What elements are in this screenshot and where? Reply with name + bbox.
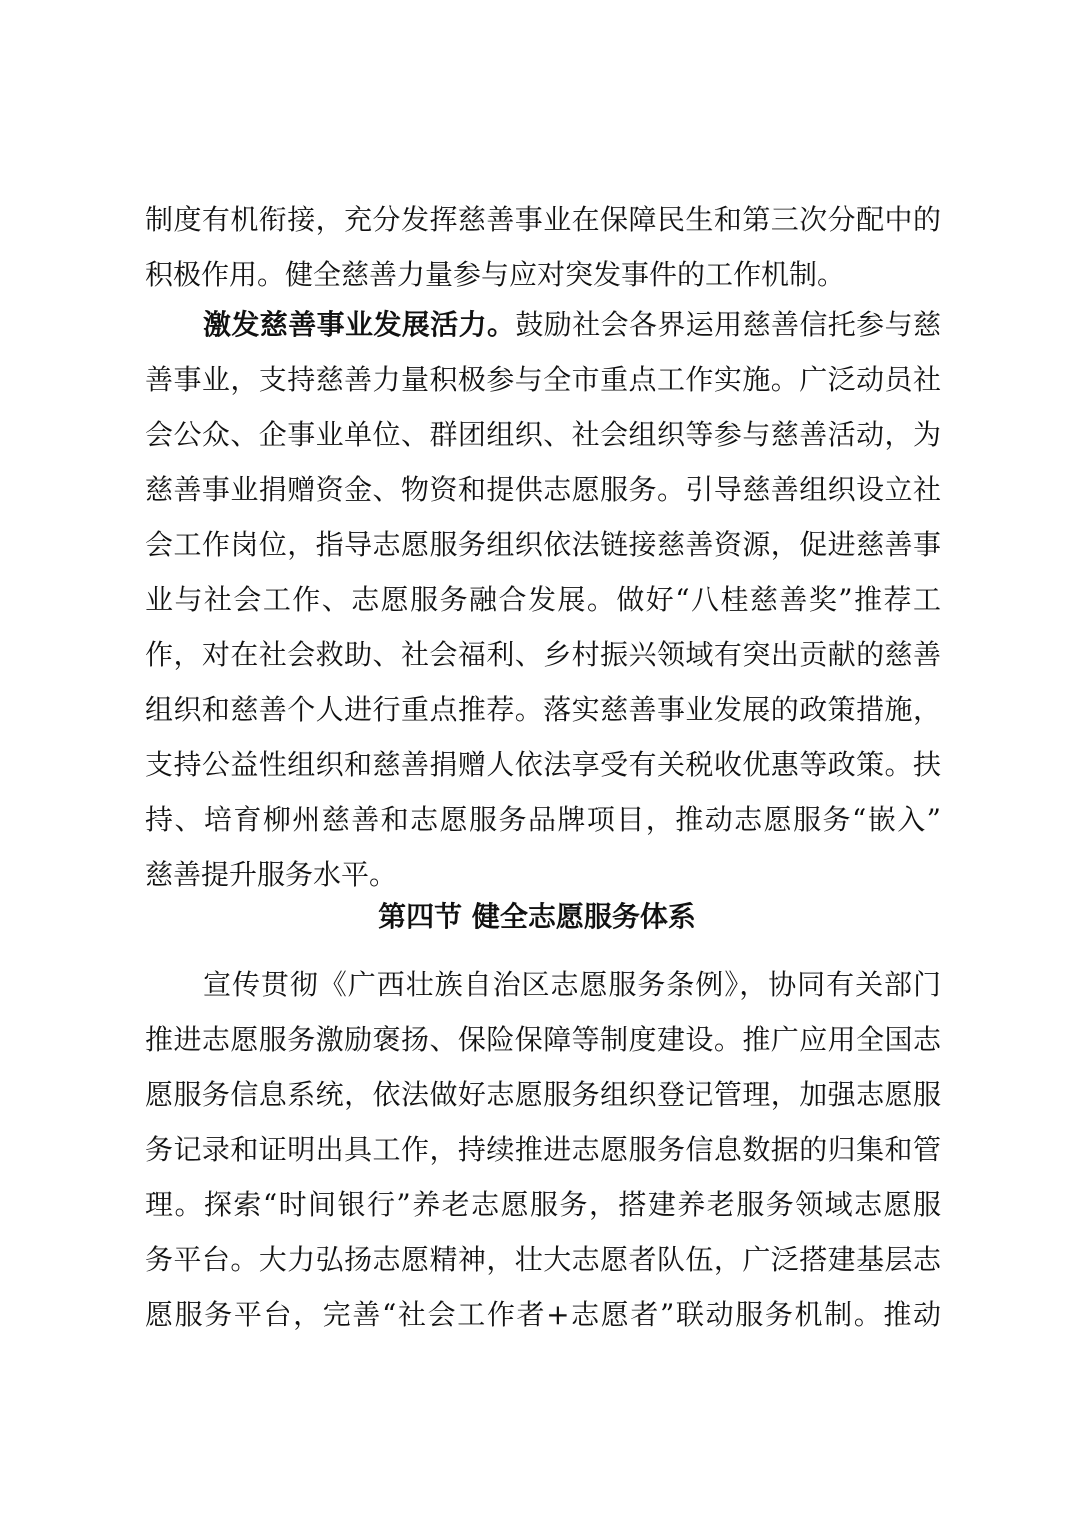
text-line: 宣传贯彻《广西壮族自治区志愿服务条例》，协同有关部门: [203, 968, 941, 1001]
text-line: 推进志愿服务激励褒扬、保险保障等制度建设。推广应用全国志: [145, 1023, 941, 1056]
text-line: 务记录和证明出具工作，持续推进志愿服务信息数据的归集和管: [145, 1133, 941, 1166]
text-line: 作，对在社会救助、社会福利、乡村振兴领域有突出贡献的慈善: [145, 638, 941, 671]
text-line: 会工作岗位，指导志愿服务组织依法链接慈善资源，促进慈善事: [145, 528, 941, 561]
section-heading: 第四节 健全志愿服务体系: [378, 900, 696, 933]
text-line: 慈善提升服务水平。: [145, 858, 398, 891]
text-line: 支持公益性组织和慈善捐赠人依法享受有关税收优惠等政策。扶: [145, 748, 941, 781]
paragraph-lead-rest: 鼓励社会各界运用慈善信托参与慈: [515, 308, 941, 341]
text-line: 业与社会工作、志愿服务融合发展。做好“八桂慈善奖”推荐工: [145, 583, 941, 616]
text-line: 持、培育柳州慈善和志愿服务品牌项目，推动志愿服务“嵌入”: [145, 803, 941, 836]
text-line: 慈善事业捐赠资金、物资和提供志愿服务。引导慈善组织设立社: [145, 473, 941, 506]
text-line: 愿服务平台，完善“社会工作者+志愿者”联动服务机制。推动: [145, 1298, 941, 1331]
text-line: 务平台。大力弘扬志愿精神，壮大志愿者队伍，广泛搭建基层志: [145, 1243, 941, 1276]
text-line: [203, 305, 941, 345]
text-line: 组织和慈善个人进行重点推荐。落实慈善事业发展的政策措施，: [145, 693, 941, 726]
paragraph-lead-title: 激发慈善事业发展活力。: [203, 308, 516, 341]
text-line: 会公众、企事业单位、群团组织、社会组织等参与慈善活动，为: [145, 418, 941, 451]
text-line: 愿服务信息系统，依法做好志愿服务组织登记管理，加强志愿服: [145, 1078, 941, 1111]
text-line: 制度有机衔接，充分发挥慈善事业在保障民生和第三次分配中的: [145, 203, 941, 236]
text-line: 善事业，支持慈善力量积极参与全市重点工作实施。广泛动员社: [145, 363, 941, 396]
text-line: 理。探索“时间银行”养老志愿服务，搭建养老服务领域志愿服: [145, 1188, 941, 1221]
text-line: 积极作用。健全慈善力量参与应对突发事件的工作机制。: [145, 258, 846, 291]
